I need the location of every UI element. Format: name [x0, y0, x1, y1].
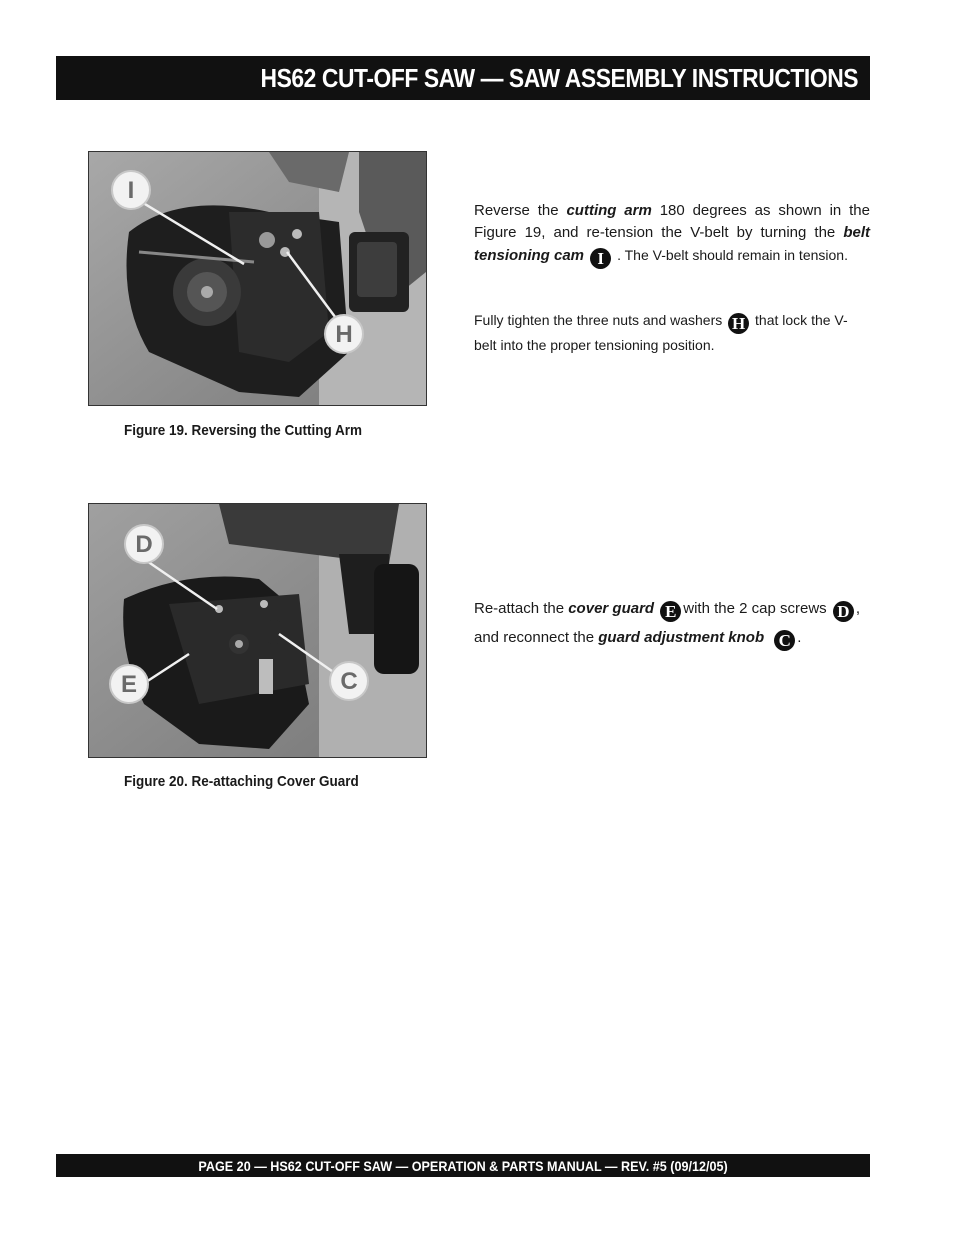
- p2-text-2: that lock the V-belt into the proper tensioning position.: [474, 312, 848, 353]
- page-footer-bar: [56, 1154, 870, 1177]
- p1-text-2: 180 degrees as shown in the Figure 19, and re-tension the V-belt by turning the: [474, 202, 870, 241]
- callout-h-icon: H: [728, 313, 749, 334]
- callout-i-icon: I: [590, 248, 611, 269]
- p1-term-belt-tensioning-cam: belt tensioning cam: [474, 224, 870, 264]
- p3-term-cover-guard: cover guard: [568, 600, 655, 617]
- callout-c-icon: C: [774, 630, 795, 651]
- p1-text-3: . The V-belt should remain in tension.: [613, 247, 848, 263]
- instruction-paragraph-2: [474, 309, 870, 357]
- page-footer-text: PAGE 20 — HS62 CUT-OFF SAW — OPERATION & PARTS MANUAL — REV. #5 (09/12/05): [198, 1157, 728, 1174]
- figure-19-caption: Figure 19. Reversing the Cutting Arm: [124, 422, 363, 439]
- figure-19-photo: [88, 151, 427, 406]
- page-title: HS62 CUT-OFF SAW — SAW ASSEMBLY INSTRUCTIONS: [260, 62, 858, 93]
- p1-text-1: Reverse the: [474, 202, 567, 219]
- p3-text-3: , and reconnect the: [474, 600, 860, 646]
- p3-text-4: .: [797, 629, 802, 646]
- figure-19-label-h: H: [335, 321, 353, 348]
- callout-e-icon: E: [660, 601, 681, 622]
- p3-text-2: with the 2 cap screws: [683, 600, 831, 617]
- p3-term-guard-adjustment-knob: guard adjustment knob: [598, 629, 765, 646]
- p2-text-1: Fully tighten the three nuts and washers: [474, 312, 727, 328]
- figure-20-caption: Figure 20. Re-attaching Cover Guard: [124, 773, 359, 790]
- callout-d-icon: D: [833, 601, 854, 622]
- figure-20-label-d: D: [135, 531, 153, 558]
- figure-20-label-e: E: [120, 671, 138, 698]
- page-title-bar: [56, 56, 870, 100]
- figure-20-label-c: C: [340, 668, 358, 695]
- p3-text-1: Re-attach the: [474, 600, 569, 617]
- instruction-paragraph-3: [474, 594, 870, 652]
- figure-19-label-i: I: [127, 177, 135, 204]
- figure-20-photo: [88, 503, 427, 758]
- instruction-paragraph-1: [474, 200, 870, 269]
- p1-term-cutting-arm: cutting arm: [566, 202, 652, 219]
